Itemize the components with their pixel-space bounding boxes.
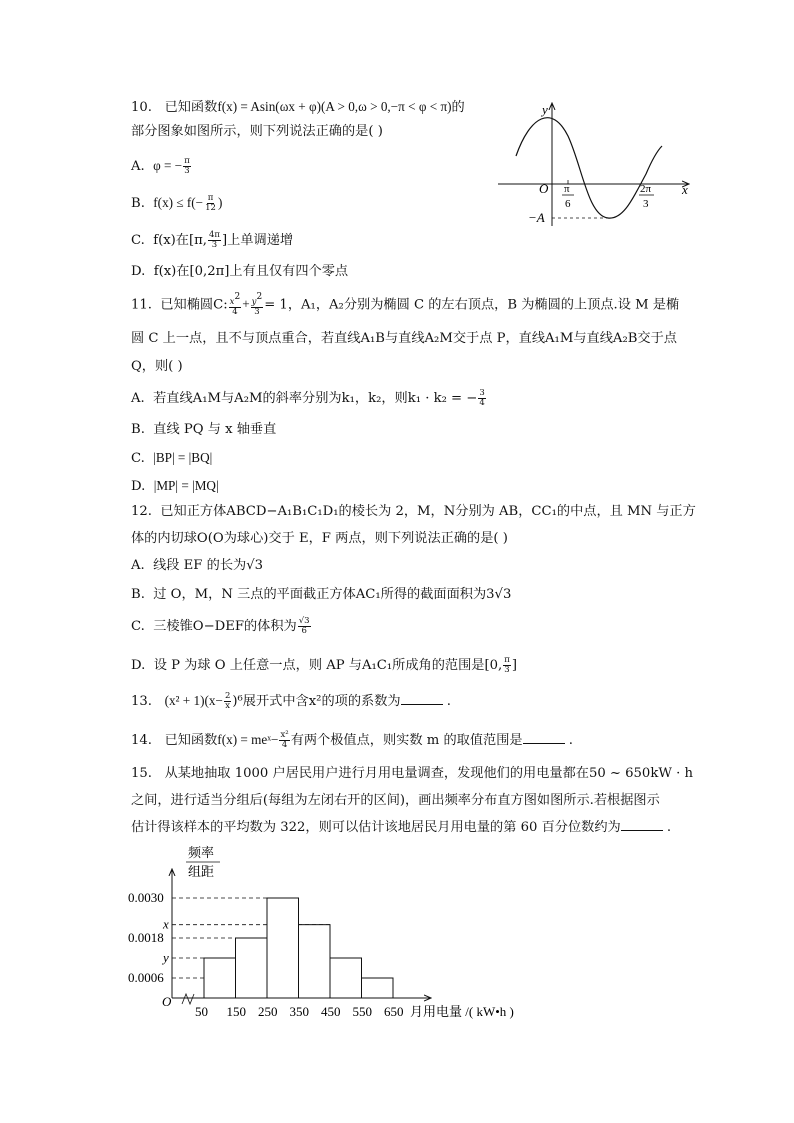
q12-option-b: B. 过 O，M，N 三点的平面截正方体AC₁所得的截面面积为3√3 xyxy=(131,587,512,602)
q13-answer-blank[interactable] xyxy=(401,694,443,705)
q12-line1: 12. 已知正方体ABCD−A₁B₁C₁D₁的棱长为 2，M，N分别为 AB，CC₁的中点，且 MN 与正方 xyxy=(131,504,696,519)
x-tick-label-2: 250 xyxy=(258,1004,278,1019)
histogram-bar-4 xyxy=(330,958,362,998)
ylabel-den: 组距 xyxy=(188,864,215,879)
origin-label: O xyxy=(539,181,549,196)
tick2-den: 3 xyxy=(643,198,649,210)
x-axis-label: 月用电量 /( kW•h ) xyxy=(410,1004,514,1019)
histogram-bar-5 xyxy=(362,978,394,998)
tick2-num: 2π xyxy=(640,183,652,195)
q11-option-d: D. |MP| = |MQ| xyxy=(131,478,219,494)
q15-answer-blank[interactable] xyxy=(621,820,663,831)
histogram-bar-3 xyxy=(299,925,331,998)
q10-option-a: A. φ = − $\frac{\pi}{3}$ xyxy=(131,156,190,176)
x-tick-label-1: 150 xyxy=(226,1004,246,1019)
tick1-den: 6 xyxy=(565,198,571,210)
sine-curve xyxy=(516,118,662,218)
q15-line3: 估计得该样本的平均数为 322，则可以估计该地居民月用电量的第 60 百分位数约为 . xyxy=(131,820,672,835)
q11-option-c: C. |BP| = |BQ| xyxy=(131,450,213,466)
y-label: y xyxy=(542,102,548,117)
q11-line3: Q，则( ) xyxy=(131,359,183,374)
y-tick-label-4: 0.0006 xyxy=(128,970,164,985)
axis-break xyxy=(182,994,194,1004)
x-tick-label-4: 450 xyxy=(321,1004,341,1019)
q10-option-d: D. f(x)在[0,2π]上有且仅有四个零点 xyxy=(131,264,349,279)
y-tick-label-2: 0.0018 xyxy=(128,930,164,945)
q10-sine-graph xyxy=(496,96,700,232)
q10-stem-line1: 10. 已知函数f(x) = Asin(ωx + φ)(A > 0,ω > 0,−π < φ < π)的 xyxy=(131,99,465,115)
q11-option-b: B. 直线 PQ 与 x 轴垂直 xyxy=(131,422,277,437)
q10-stem-line2: 部分图象如图所示，则下列说法正确的是( ) xyxy=(131,124,383,139)
x-tick-label-6: 650 xyxy=(384,1004,404,1019)
q11-line2: 圆 C 上一点，且不与顶点重合，若直线A₁B与直线A₂M交于点 P，直线A₁M与直线A₂B交于点 xyxy=(131,331,677,346)
neg-a-label: −A xyxy=(528,210,545,225)
frequency-histogram xyxy=(120,840,550,1030)
histogram-bar-1 xyxy=(236,938,268,998)
ylabel-num: 频率 xyxy=(188,845,215,860)
x-label: x xyxy=(682,182,688,197)
q11-line1: 11. 已知椭圆C: $\frac{x^2}{4}$ + $\frac{y^2}{3}$ = 1，A₁，A₂分别为椭圆 C 的左右顶点，B 为椭圆的上顶点.设 M 是椭 xyxy=(131,292,680,317)
y-tick-label-0: 0.0030 xyxy=(128,890,164,905)
tick1-num: π xyxy=(564,183,570,195)
x-tick-label-0: 50 xyxy=(195,1004,208,1019)
q12-option-d: D. 设 P 为球 O 上任意一点，则 AP 与A₁C₁所成角的范围是[0, $\frac{\pi}{3}$ ] xyxy=(131,655,517,675)
x-tick-label-5: 550 xyxy=(352,1004,372,1019)
x-tick-label-3: 350 xyxy=(289,1004,309,1019)
q10-option-c: C. f(x)在[π, $\frac{4\pi}{3}$ ]上单调递增 xyxy=(131,230,294,250)
q13-line: 13. (x² + 1)(x− $\frac{2}{x}$ )⁶展开式中含x²的项的系数为 . xyxy=(131,691,451,711)
y-tick-label-1: x xyxy=(163,916,169,932)
q15-line1: 15. 从某地抽取 1000 户居民用户进行月用电量调查，发现他们的用电量都在50 ~ 650kW · h xyxy=(131,766,693,781)
q12-option-a: A. 线段 EF 的长为√3 xyxy=(131,558,264,573)
histogram-bar-0 xyxy=(204,958,236,998)
q10-option-b: B. f(x) ≤ f(− $\frac{\pi}{12}$ ) xyxy=(131,193,223,213)
q15-line2: 之间，进行适当分组后(每组为左闭右开的区间)，画出频率分布直方图如图所示.若根据图示 xyxy=(131,793,660,808)
histogram-bar-2 xyxy=(267,898,299,998)
q11-option-a: A. 若直线A₁M与A₂M的斜率分别为k₁，k₂，则k₁ · k₂ = − $\frac{3}{4}$ xyxy=(131,388,485,408)
q12-option-c: C. 三棱锥O−DEF的体积为 $\frac{√3}{6}$ xyxy=(131,616,310,636)
q14-answer-blank[interactable] xyxy=(523,733,565,744)
origin-label: O xyxy=(162,994,172,1009)
y-tick-label-3: y xyxy=(163,950,169,965)
q12-line2: 体的内切球O(O为球心)交于 E，F 两点，则下列说法正确的是( ) xyxy=(131,531,508,546)
q14-line: 14. 已知函数f(x) = meˣ− $\frac{\text{x²}}{4}$ 有两个极值点，则实数 m 的取值范围是 . xyxy=(131,730,573,750)
